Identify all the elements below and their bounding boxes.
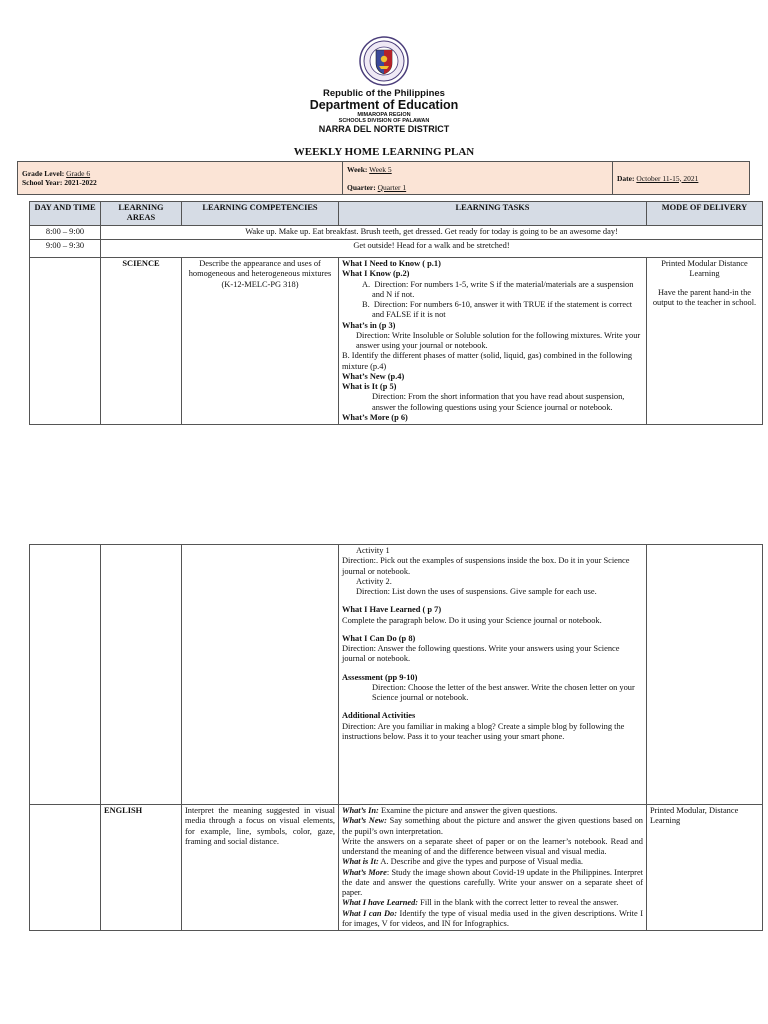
task-text: Direction: Choose the letter of the best answer. Write the chosen letter on your Science journal or notebook. [372, 682, 635, 702]
task-text: Say something about the picture and answer the given questions based on the pupil’s own interpretation. [342, 816, 643, 836]
task-label: What I have Learned: [342, 898, 419, 908]
learning-plan-table [29, 201, 763, 425]
task-text: Write the answers on a separate sheet of paper or on the learner’s notebook. Read and understand the meaning of and the difference between visual and visual media. [342, 836, 643, 856]
task-heading: What is It (p 5) [342, 382, 397, 391]
task-text: Direction: From the short information that you have read about suspension, answer the following questions using your Science journal or notebook. [372, 392, 625, 412]
task-heading: Additional Activities [342, 711, 416, 721]
school-year-value: 2021-2022 [64, 178, 97, 187]
task-label: What’s More [342, 867, 387, 877]
empty-cell [30, 805, 101, 931]
empty-cell [30, 545, 101, 805]
science-row [30, 258, 763, 425]
task-text: Direction:. Pick out the examples of suspensions inside the box. Do it in your Science journal or notebook. [342, 556, 630, 576]
science-row-continued [30, 545, 763, 805]
school-year-label: School Year: [22, 178, 63, 187]
department-line: Department of Education [309, 98, 459, 113]
table-row [30, 240, 763, 258]
division-line: SCHOOLS DIVISION OF PALAWAN [338, 117, 430, 124]
col-competencies: LEARNING COMPETENCIES [182, 202, 339, 226]
task-item [342, 909, 643, 930]
col-mode-delivery: MODE OF DELIVERY [647, 202, 763, 226]
task-heading: What I Have Learned ( p 7) [342, 605, 442, 615]
task-item [342, 857, 643, 867]
empty-cell [101, 545, 182, 805]
task-heading: Assessment (pp 9-10) [342, 672, 418, 682]
quarter-label: Quarter: [347, 182, 376, 192]
empty-cell [182, 545, 339, 805]
task-text: Activity 1 [356, 546, 390, 555]
task-heading: What I Need to Know ( p.1) [342, 259, 441, 268]
table-row [30, 226, 763, 240]
learning-area-science: SCIENCE [101, 258, 182, 425]
english-row [30, 805, 763, 931]
mode-english: Printed Modular, Distance Learning [647, 805, 763, 931]
task-label: What’s New: [342, 816, 387, 826]
plan-info-bar [17, 161, 750, 195]
task-item [342, 898, 643, 908]
task-text: Fill in the blank with the correct letter to reveal the answer. [418, 898, 619, 908]
republic-line: Republic of the Philippines [323, 88, 445, 99]
quarter-value: Quarter 1 [377, 182, 407, 192]
col-day-time: DAY AND TIME [30, 202, 101, 226]
task-heading: What’s More (p 6) [342, 412, 408, 422]
competency-english: Interpret the meaning suggested in visual media through a focus on visual elements, for example, line, symbols, color, gaze, framing and social distance. [182, 805, 339, 931]
empty-cell [647, 545, 763, 805]
plan-title: WEEKLY HOME LEARNING PLAN [293, 146, 475, 159]
task-text: Activity 2. [356, 576, 392, 586]
grade-value: Grade 6 [66, 169, 91, 178]
week-quarter-cell [343, 162, 613, 195]
routine-text: Get outside! Head for a walk and be stretched! [101, 240, 763, 258]
task-text: Direction: Answer the following questions. Write your answers using your Science journal or notebook. [342, 644, 620, 664]
task-label: What’s In: [342, 806, 379, 815]
deped-seal-icon [359, 36, 409, 86]
grade-sy-cell [18, 162, 343, 195]
grade-label: Grade Level: [22, 169, 65, 178]
tasks-english [339, 805, 647, 931]
mode-text: Printed Modular Distance Learning [661, 259, 748, 279]
week-value: Week 5 [369, 164, 392, 174]
week-label: Week: [347, 164, 368, 174]
date-label: Date: [617, 173, 635, 183]
col-learning-areas: LEARNING AREAS [101, 202, 182, 226]
task-heading: What’s New (p.4) [342, 371, 405, 381]
task-text: Direction: Are you familiar in making a blog? Create a simple blog by following the instructions below. Pass it to your teacher using your smart phone. [342, 721, 625, 741]
competency-science: Describe the appearance and uses of homogeneous and heterogeneous mixtures (K-12-MELC-PG 318) [182, 258, 339, 425]
task-text: B. Identify the different phases of matter (solid, liquid, gas) combined in the following mixture (p.4) [342, 351, 633, 371]
task-item [342, 806, 643, 816]
task-label: What is It: [342, 857, 379, 867]
task-heading: What’s in (p 3) [342, 320, 396, 330]
routine-time: 8:00 – 9:00 [30, 226, 101, 240]
task-item [342, 816, 643, 837]
district-line: NARRA DEL NORTE DISTRICT [318, 123, 450, 134]
region-line: MIMAROPA REGION [357, 111, 411, 118]
task-text: Examine the picture and answer the given questions. [378, 806, 558, 815]
task-heading: What I Can Do (p 8) [342, 633, 416, 643]
routine-time: 9:00 – 9:30 [30, 240, 101, 258]
task-text: Complete the paragraph below. Do it using your Science journal or notebook. [342, 615, 602, 625]
task-text: Identify the type of visual media used in the given descriptions. Write I for images, V for videos, and IN for Infographics. [342, 908, 644, 928]
mode-text: Have the parent hand-in the output to the teacher in school. [652, 287, 757, 307]
task-text: Direction: Write Insoluble or Soluble solution for the following mixtures. Write your answer using your journal or notebook. [356, 330, 641, 350]
date-value: October 11-15, 2021 [636, 173, 699, 183]
tasks-science-continued [339, 545, 647, 805]
date-cell [613, 162, 750, 195]
empty-cell [30, 258, 101, 425]
tasks-science [339, 258, 647, 425]
table-header-row [30, 202, 763, 226]
task-heading: What I Know (p.2) [342, 269, 410, 279]
mode-science [647, 258, 763, 425]
routine-text: Wake up. Make up. Eat breakfast. Brush teeth, get dressed. Get ready for today is going to be an awesome day! [101, 226, 763, 240]
col-learning-tasks: LEARNING TASKS [339, 202, 647, 226]
letterhead [0, 36, 768, 158]
task-text: A. Direction: For numbers 1-5, write S if the material/materials are a suspension and N if not. [362, 279, 634, 299]
task-item [342, 868, 643, 899]
task-text: Direction: List down the uses of suspensions. Give sample for each use. [356, 587, 597, 596]
task-text: B. Direction: For numbers 6-10, answer it with TRUE if the statement is correct and FALSE if it is not [362, 300, 633, 320]
learning-plan-table-continued [29, 544, 763, 931]
task-text: A. Describe and give the types and purpose of Visual media. [378, 857, 584, 867]
task-label: What I can Do: [342, 908, 398, 918]
learning-area-english: ENGLISH [101, 805, 182, 931]
task-text: : Study the image shown about Covid-19 update in the Philippines. Interpret the date and answer the questions carefully. Write your answer on a separate sheet of paper. [342, 867, 644, 897]
